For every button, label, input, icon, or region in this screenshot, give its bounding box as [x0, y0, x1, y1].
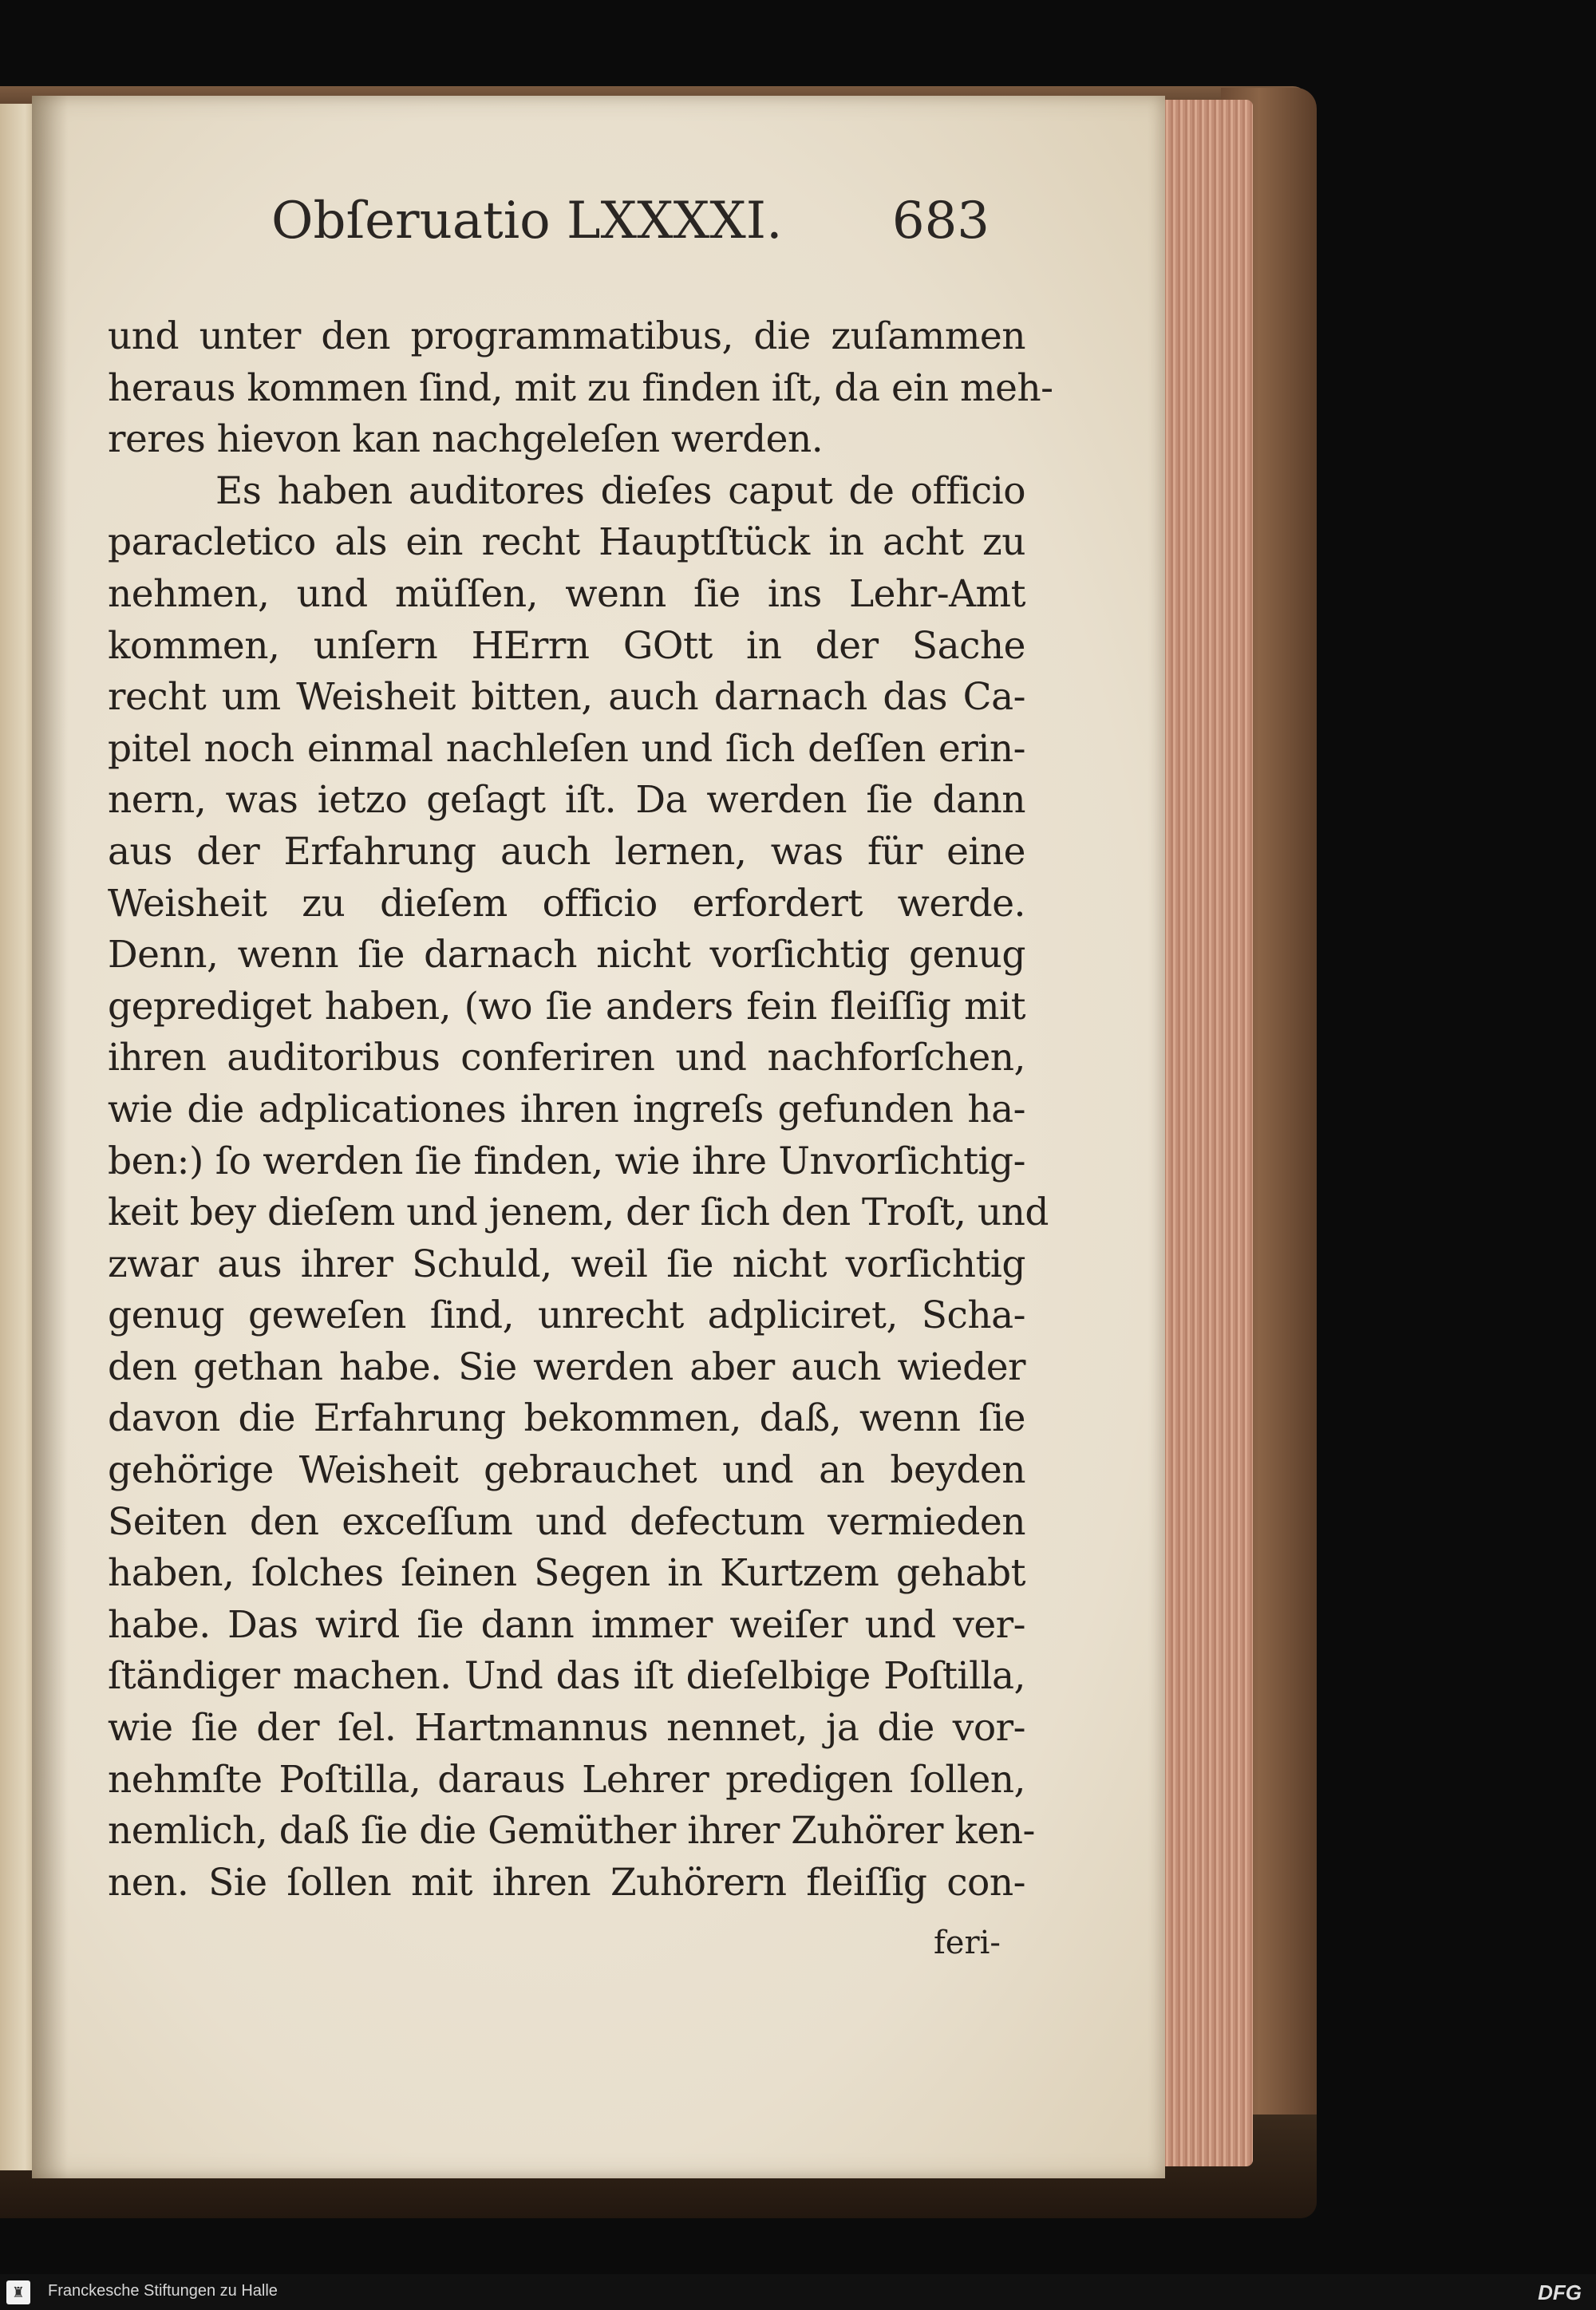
viewer-footer	[0, 2274, 1596, 2310]
text-line: keit bey dieſem und jenem, der ſich den Troſt, und	[108, 1191, 1049, 1235]
text-line: Weisheit zu dieſem officio erfordert werde.	[108, 881, 1025, 926]
body-text	[108, 311, 1053, 1909]
text-line: pitel noch einmal nachleſen und ſich deſſen erin-	[108, 726, 1025, 771]
page-number: 683	[891, 192, 990, 251]
text-line: nehmen, und müſſen, wenn ſie ins Lehr-Amt	[108, 571, 1025, 616]
text-line: ſtändiger machen. Und das iſt dieſelbige Poſtilla,	[108, 1654, 1025, 1699]
text-line: recht um Weisheit bitten, auch darnach das Ca-	[108, 675, 1025, 720]
text-line: wie ſie der ſel. Hartmannus nennet, ja die vor-	[108, 1706, 1025, 1751]
text-line: ben:) ſo werden ſie finden, wie ihre Unvorſichtig-	[108, 1139, 1025, 1183]
text-line: Seiten den exceſſum und defectum vermieden	[108, 1499, 1025, 1544]
text-line: nen. Sie ſollen mit ihren Zuhörern fleiſſig con-	[108, 1860, 1025, 1905]
text-line: nemlich, daß ſie die Gemüther ihrer Zuhörer ken-	[108, 1809, 1035, 1854]
text-line: zwar aus ihrer Schuld, weil ſie nicht vorſichtig	[108, 1242, 1025, 1286]
text-line: und unter den programmatibus, die zuſammen	[108, 314, 1025, 358]
text-line: haben, ſolches ſeinen Segen in Kurtzem gehabt	[108, 1551, 1025, 1596]
text-line: gehörige Weisheit gebrauchet und an beyden	[108, 1448, 1025, 1493]
page-gutter-shadow	[32, 96, 68, 2178]
institution-name: Franckesche Stiftungen zu Halle	[48, 2282, 278, 2300]
running-title: Obſeruatio LXXXXI.	[271, 192, 783, 251]
institution-logo-icon: ♜	[6, 2280, 30, 2304]
text-line: heraus kommen ſind, mit zu finden iſt, da ein meh-	[108, 365, 1053, 410]
page-header	[271, 192, 990, 271]
text-line: habe. Das wird ſie dann immer weiſer und ver-	[108, 1602, 1025, 1647]
text-line: ihren auditoribus conferiren und nachforſchen,	[108, 1036, 1025, 1080]
text-line: davon die Erfahrung bekommen, daß, wenn ſie	[108, 1396, 1025, 1441]
dfg-badge: DFG	[1538, 2280, 1582, 2304]
text-line: Denn, wenn ſie darnach nicht vorſichtig genug	[108, 933, 1025, 977]
text-line: genug geweſen ſind, unrecht adpliciret, Scha-	[108, 1293, 1025, 1338]
text-line: nern, was ietzo geſagt iſt. Da werden ſie dann	[108, 778, 1025, 823]
text-line: kommen, unſern HErrn GOtt in der Sache	[108, 623, 1025, 668]
text-line: geprediget haben, (wo ſie anders fein fleiſſig mit	[108, 984, 1025, 1029]
text-line: aus der Erfahrung auch lernen, was für eine	[108, 829, 1025, 874]
text-line: paracletico als ein recht Hauptſtück in acht zu	[108, 520, 1025, 565]
text-line: nehmſte Poſtilla, daraus Lehrer predigen ſollen,	[108, 1757, 1025, 1802]
text-line: Es haben auditores dieſes caput de officio	[215, 468, 1025, 513]
text-line: wie die adplicationes ihren ingreſs gefunden ha-	[108, 1087, 1025, 1131]
catchword: feri-	[934, 1925, 1001, 1961]
text-line: reres hievon kan nachgeleſen werden.	[108, 417, 824, 462]
text-line: den gethan habe. Sie werden aber auch wieder	[108, 1345, 1025, 1389]
